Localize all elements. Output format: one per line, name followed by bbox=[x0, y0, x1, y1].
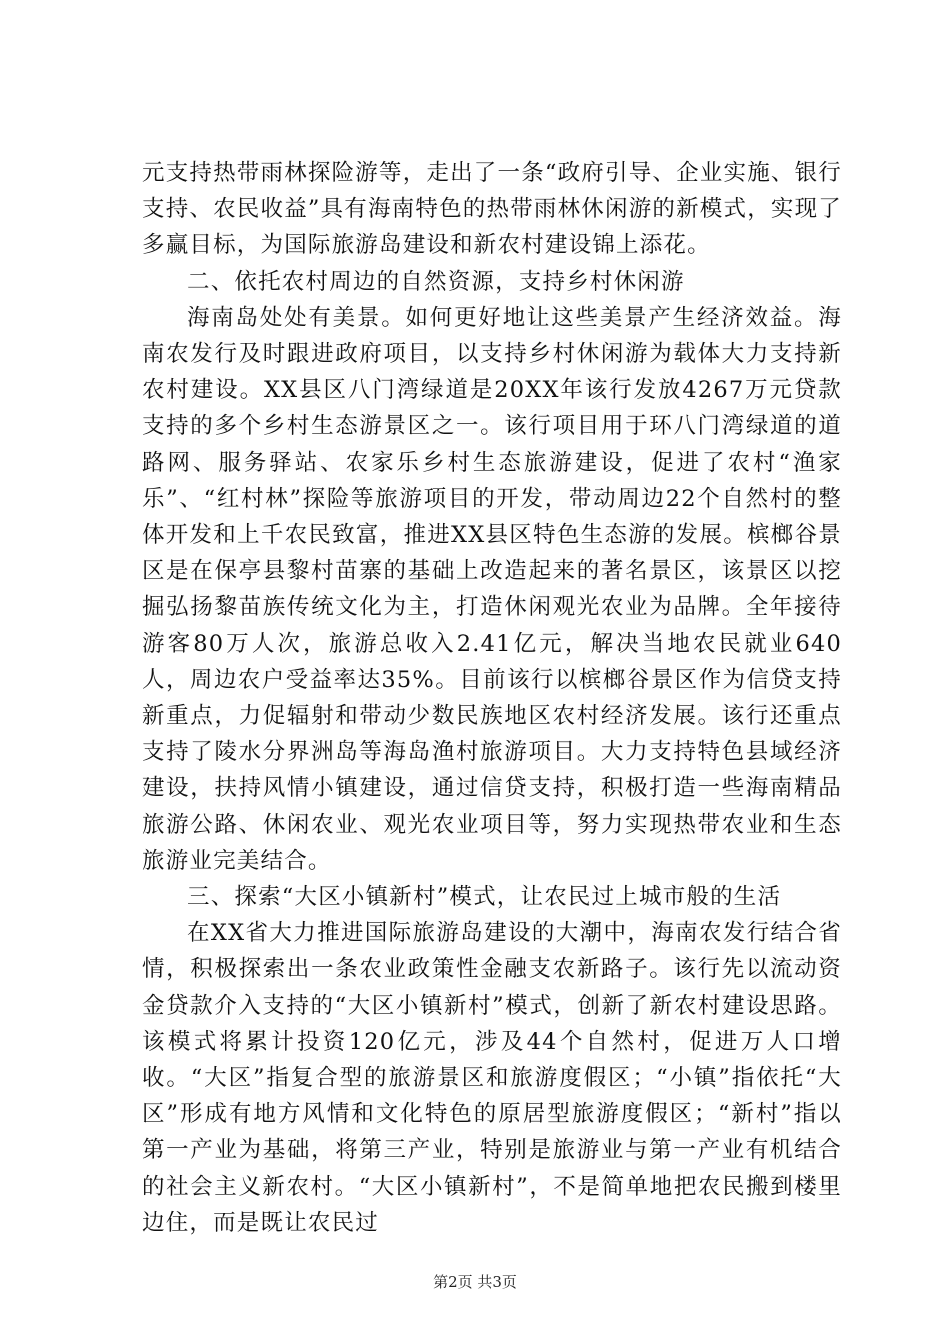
document-body bbox=[142, 155, 842, 1241]
paragraph-section-3: 在XX省大力推进国际旅游岛建设的大潮中，海南农发行结合省情，积极探索出一条农业政策性金融支农新路子。该行先以流动资金贷款介入支持的“大区小镇新村”模式，创新了新农村建设思路。该模式将累计投资120亿元，涉及44个自然村，促进万人口增收。“大区”指复合型的旅游景区和旅游度假区；“小镇”指依托“大区”形成有地方风情和文化特色的原居型旅游度假区；“新村”指以第一产业为基础，将第三产业，特别是旅游业与第一产业有机结合的社会主义新农村。“大区小镇新村”，不是简单地把农民搬到楼里边住，而是既让农民过 bbox=[142, 920, 842, 1236]
paragraph-section-2: 海南岛处处有美景。如何更好地让这些美景产生经济效益。海南农发行及时跟进政府项目，以支持乡村休闲游为载体大力支持新农村建设。XX县区八门湾绿道是20XX年该行发放4267万元贷款支持的多个乡村生态游景区之一。该行项目用于环八门湾绿道的道路网、服务驿站、农家乐乡村生态旅游建设，促进了农村“渔家乐”、“红村林”探险等旅游项目的开发，带动周边22个自然村的整体开发和上千农民致富，推进XX县区特色生态游的发展。槟榔谷景区是在保亭县黎村苗寨的基础上改造起来的著名景区，该景区以挖掘弘扬黎苗族传统文化为主，打造休闲观光农业为品牌。全年接待游客80万人次，旅游总收入2.41亿元，解决当地农民就业640人，周边农户受益率达35%。目前该行以槟榔谷景区作为信贷支持新重点，力促辐射和带动少数民族地区农村经济发展。该行还重点支持了陵水分界洲岛等海岛渔村旅游项目。大力支持特色县域经济建设，扶持风情小镇建设，通过信贷支持，积极打造一些海南精品旅游公路、休闲农业、观光农业项目等，努力实现热带农业和生态旅游业完美结合。 bbox=[142, 304, 842, 874]
page-footer: 第2页 共3页 bbox=[433, 1273, 517, 1291]
section-heading-2: 二、依托农村周边的自然资源，支持乡村休闲游 bbox=[187, 268, 685, 295]
paragraph-continuation: 元支持热带雨林探险游等，走出了一条“政府引导、企业实施、银行支持、农民收益”具有海南特色的热带雨林休闲游的新模式，实现了多赢目标，为国际旅游岛建设和新农村建设锦上添花。 bbox=[142, 160, 843, 259]
section-heading-3: 三、探索“大区小镇新村”模式，让农民过上城市般的生活 bbox=[187, 884, 782, 911]
